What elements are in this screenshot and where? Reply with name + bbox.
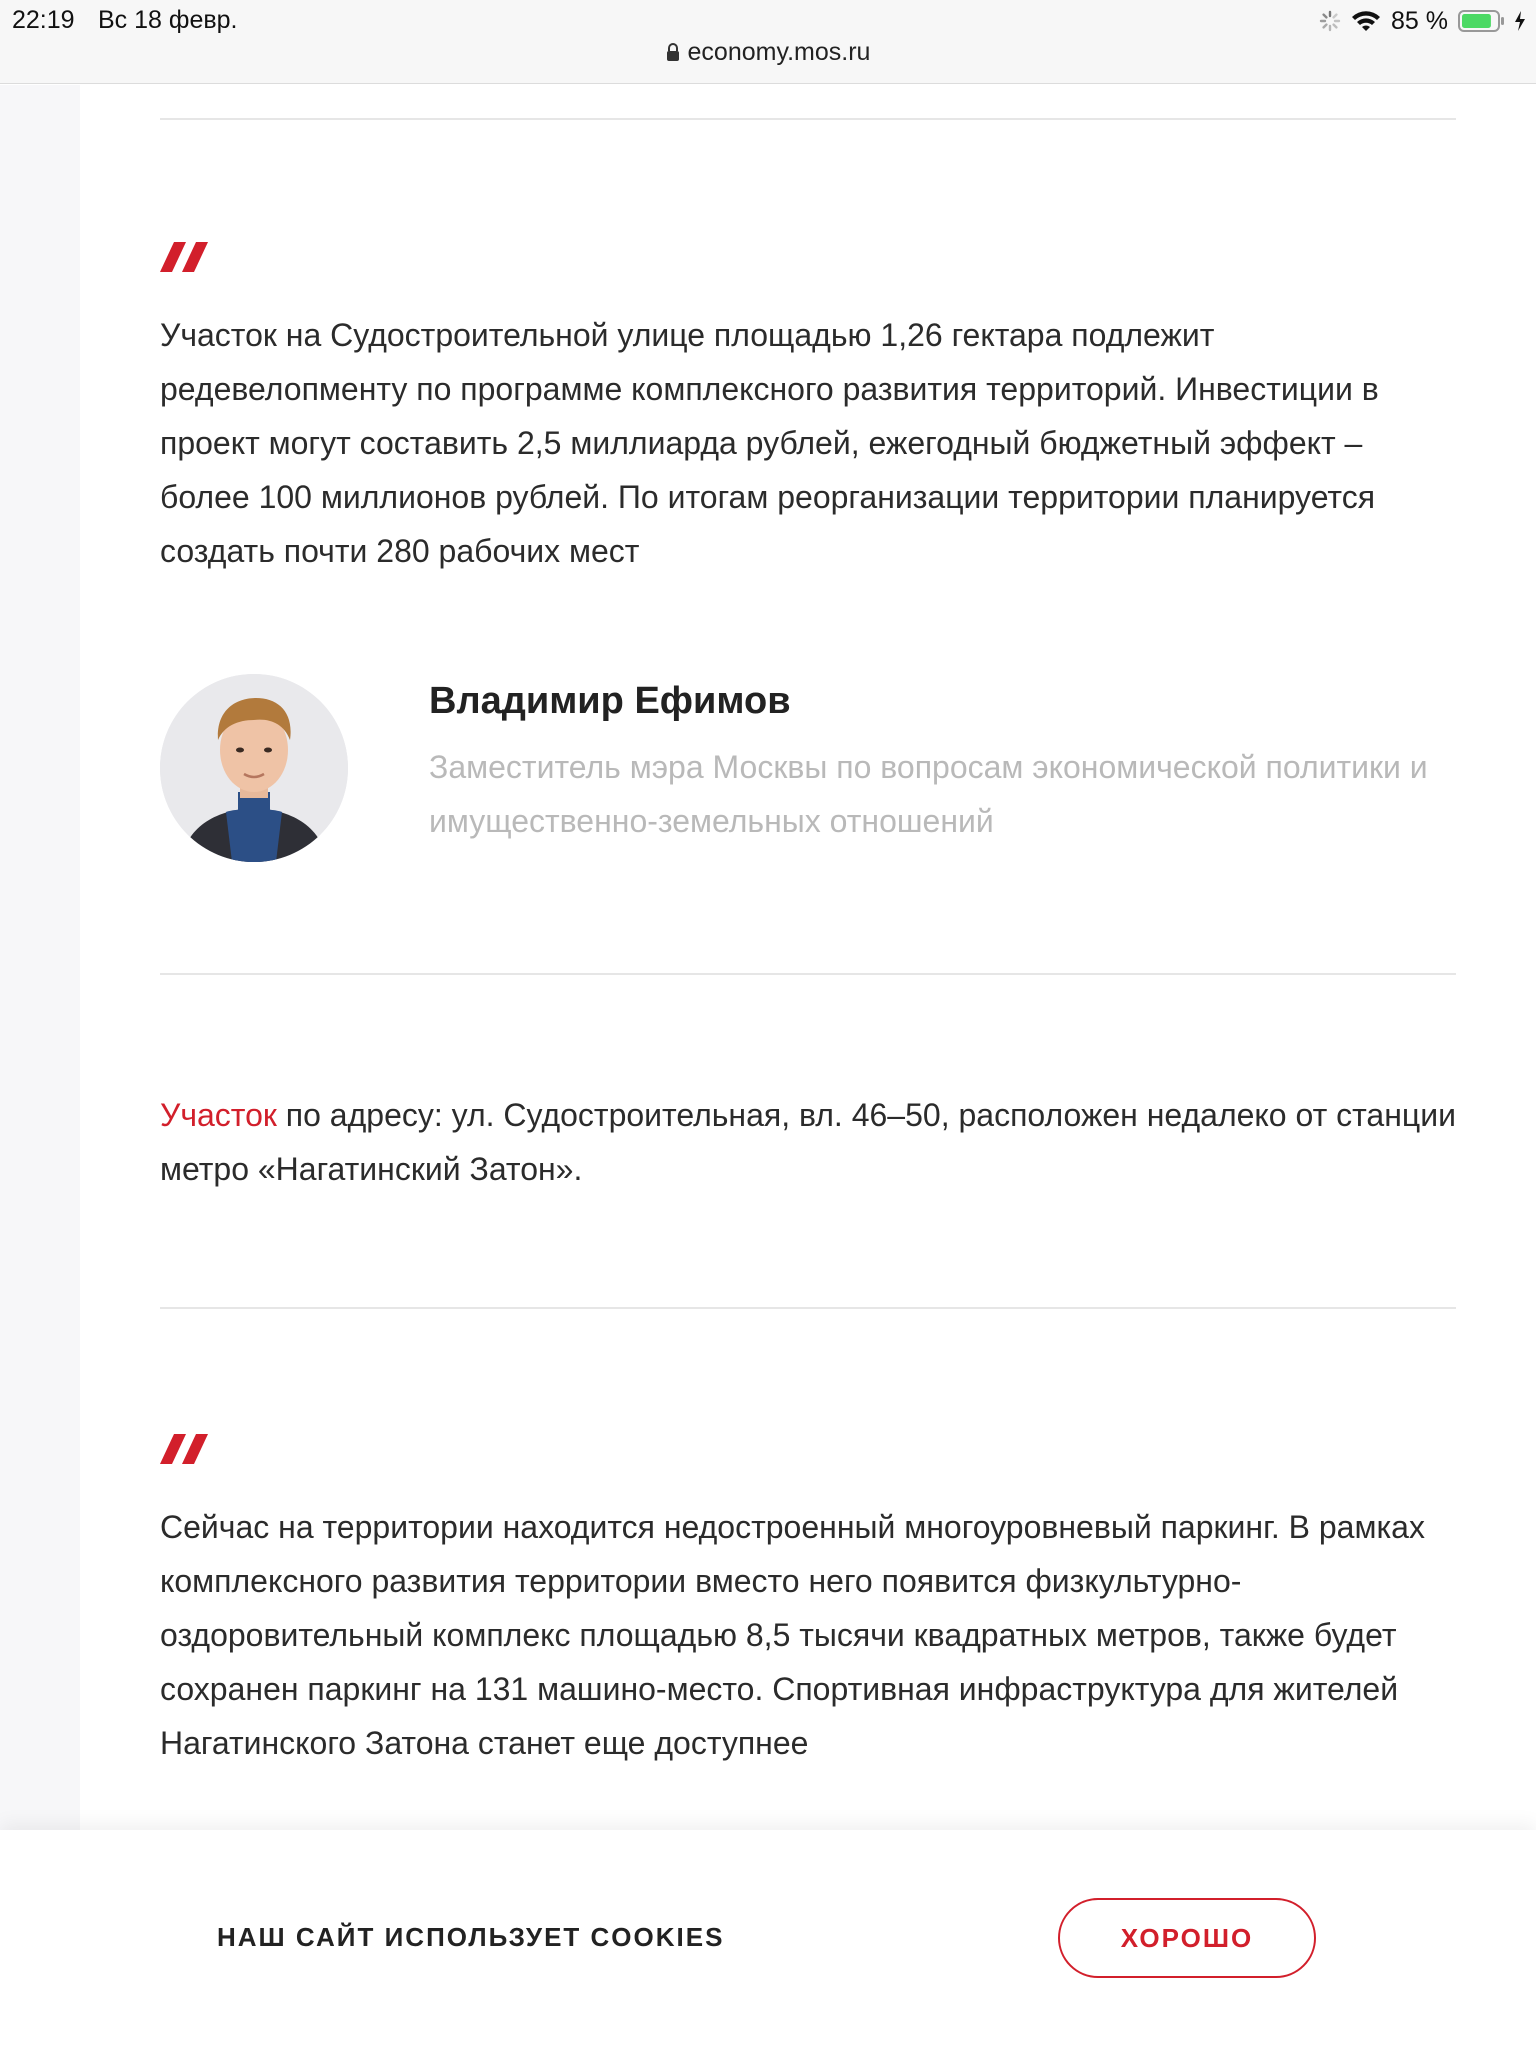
section-divider (160, 118, 1456, 120)
quote-text: Участок на Судостроительной улице площадью 1,26 гектара подлежит редевелопменту по программе комплексного развития территорий. Инвестиции в проект могут составить 2,5 миллиарда рублей, ежегодный бюджетный эффект – более 100 миллионов рублей. По итогам реорганизации территории планируется создать почти 280 рабочих мест (160, 317, 1379, 569)
article-paragraph (160, 1088, 1460, 1196)
quote-icon (160, 1432, 210, 1466)
status-indicators (1319, 4, 1526, 38)
article-paragraph-text: по адресу: ул. Судостроительная, вл. 46–50, расположен недалеко от станции метро «Нагатинский Затон». (160, 1097, 1456, 1187)
cookie-notice-text: НАШ САЙТ ИСПОЛЬЗУЕТ COOKIES (217, 1922, 725, 1952)
status-bar (0, 0, 1536, 84)
activity-spinner-icon (1319, 10, 1341, 32)
address-bar[interactable] (0, 38, 1536, 67)
charging-icon (1514, 10, 1526, 32)
battery-icon (1458, 10, 1504, 32)
address-url: economy.mos.ru (687, 38, 871, 66)
status-date: Вс 18 февр. (98, 6, 238, 34)
page-left-gutter (0, 85, 80, 1830)
author-role: Заместитель мэра Москвы по вопросам экономической политики и имущественно-земельных отношений (429, 749, 1428, 839)
cookie-banner (0, 1830, 1536, 2048)
cookie-accept-button[interactable]: ХОРОШО (1058, 1898, 1316, 1978)
quote-text: Сейчас на территории находится недостроенный многоуровневый паркинг. В рамках комплексного развития территории вместо него появится физкультурно-оздоровительный комплекс площадью 8,5 тысячи квадратных метров, также будет сохранен паркинг на 131 машино-место. Спортивная инфраструктура для жителей Нагатинского Затона станет еще доступнее (160, 1509, 1425, 1761)
status-time: 22:19 (12, 6, 75, 34)
article-link[interactable]: Участок (160, 1097, 277, 1133)
wifi-icon (1351, 10, 1381, 32)
author-avatar (160, 674, 348, 862)
section-divider (160, 973, 1456, 975)
lock-icon (666, 43, 680, 61)
author-name: Владимир Ефимов (429, 680, 791, 722)
quote-icon (160, 240, 210, 274)
battery-percent: 85 % (1391, 6, 1448, 35)
section-divider (160, 1307, 1456, 1309)
